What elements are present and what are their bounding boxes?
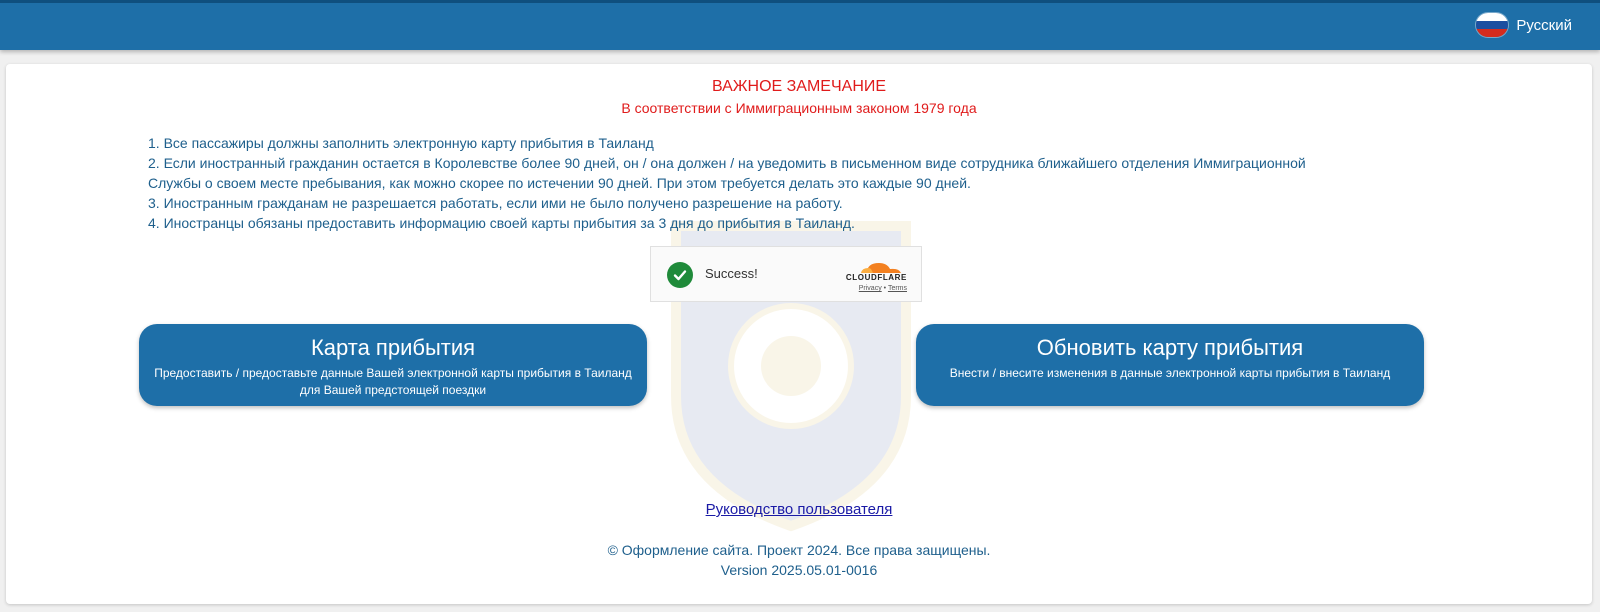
rule-item: 1. Все пассажиры должны заполнить электронную карту прибытия в Таиланд — [148, 135, 654, 151]
user-guide-container — [6, 501, 1592, 518]
language-selector[interactable] — [1476, 13, 1572, 37]
footer-copyright: © Оформление сайта. Проект 2024. Все права защищены. — [607, 542, 991, 558]
notice-subtitle: В соответствии с Иммиграционным законом 1979 года — [621, 100, 977, 116]
privacy-link[interactable]: Privacy — [858, 285, 882, 292]
arrival-card-description: Предоставить / предоставьте данные Вашей электронной карты прибытия в Таиланд для Вашей предстоящей поездки — [154, 366, 632, 397]
top-header-bar — [0, 0, 1600, 50]
rule-item: 2. Если иностранный гражданин остается в Королевстве более 90 дней, он / она должен / на уведомить в письменном виде сотрудника ближайшего отделения Иммиграционной Службы о своем месте пребывания, как можно скорее по истечении 90 дней. При этом требуется делать это каждые 90 дней. — [148, 155, 1306, 191]
update-card-title: Обновить карту прибытия — [1036, 335, 1304, 360]
links-separator: • — [883, 285, 887, 292]
main-content-card — [6, 64, 1592, 604]
captcha-status: Success! — [705, 266, 758, 281]
captcha-links — [859, 285, 907, 292]
cloudflare-captcha-widget[interactable] — [650, 246, 922, 302]
rule-item: 4. Иностранцы обязаны предоставить информацию своей карты прибытия за 3 дня до прибытия в Таиланд. — [148, 215, 855, 231]
language-label: Русский — [1516, 16, 1572, 34]
update-arrival-card-button[interactable] — [916, 324, 1424, 406]
update-card-description: Внести / внесите изменения в данные электронной карты прибытия в Таиланд — [949, 366, 1391, 380]
terms-link[interactable]: Terms — [887, 285, 907, 292]
rules-list — [148, 133, 1348, 233]
notice-title: ВАЖНОЕ ЗАМЕЧАНИЕ — [711, 78, 887, 95]
rule-item: 3. Иностранным гражданам не разрешается работать, если ими не было получено разрешение на работу. — [148, 195, 843, 211]
footer-version: Version 2025.05.01-0016 — [720, 562, 878, 578]
arrival-card-title: Карта прибытия — [310, 335, 476, 360]
cloudflare-brand: CLOUDFLARE — [845, 273, 907, 282]
user-guide-link[interactable]: Руководство пользователя — [705, 501, 893, 518]
russian-flag-icon — [1476, 13, 1508, 37]
success-check-icon — [667, 262, 693, 288]
arrival-card-button[interactable] — [139, 324, 647, 406]
